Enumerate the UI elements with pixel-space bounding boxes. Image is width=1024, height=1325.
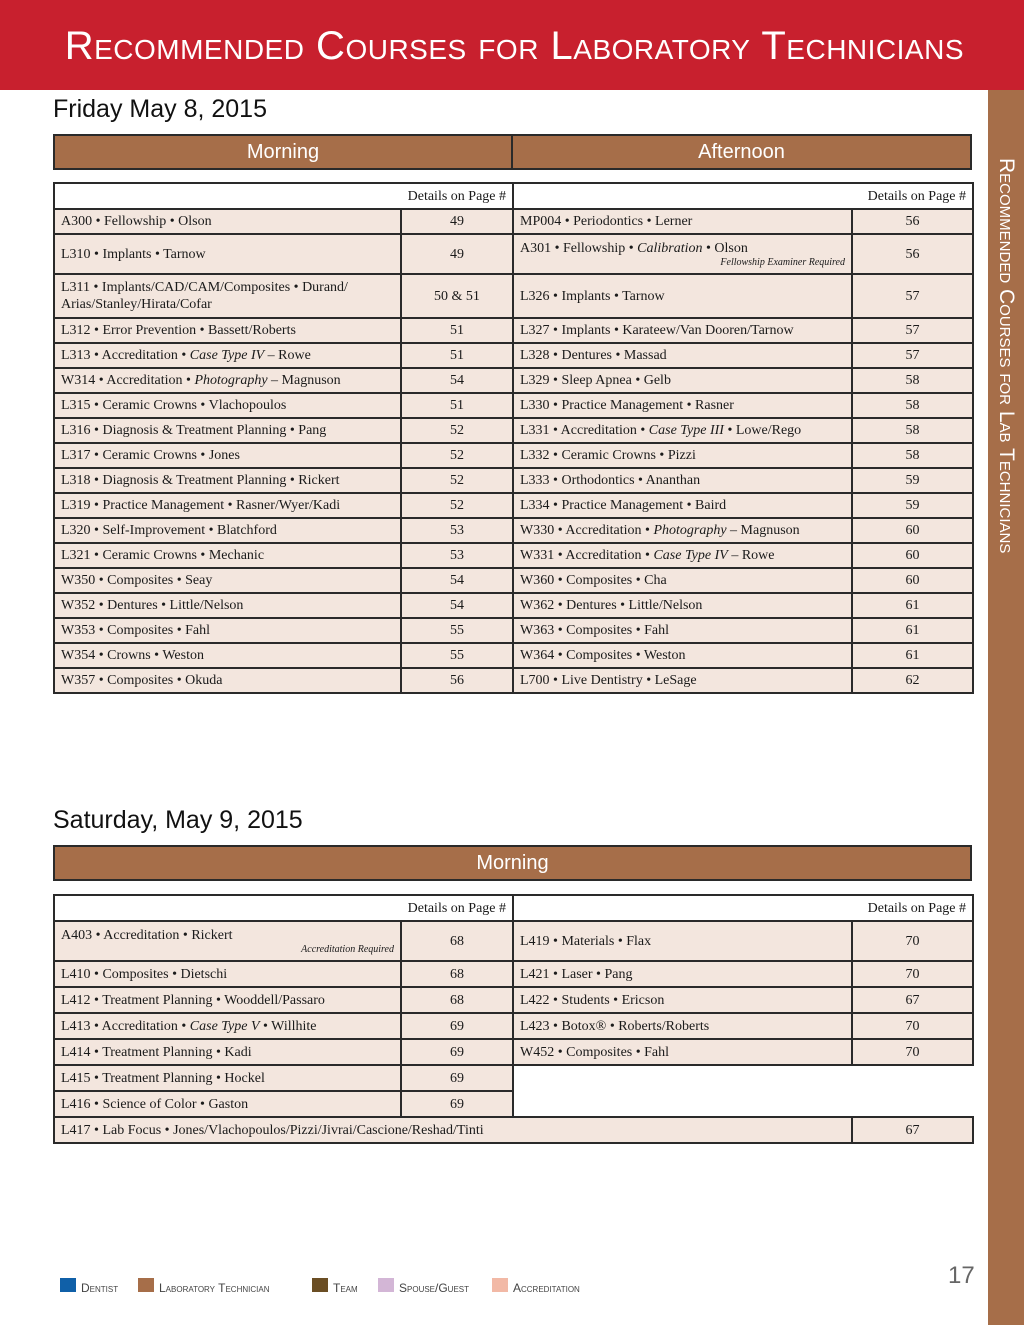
morning-page: 51: [401, 393, 513, 418]
morning-page: 69: [401, 1065, 513, 1091]
details-on-page-header: Details on Page #: [513, 183, 973, 209]
morning-page-right: 70: [852, 1039, 973, 1065]
table-row: [54, 643, 973, 668]
afternoon-course: [513, 668, 852, 693]
morning-course: [54, 643, 401, 668]
table-row: [54, 1013, 973, 1039]
afternoon-course: [513, 568, 852, 593]
morning-page: 50 & 51: [401, 274, 513, 318]
table-row: [54, 1039, 973, 1065]
afternoon-page: 60: [852, 543, 973, 568]
table-row: [54, 343, 973, 368]
details-on-page-header: Details on Page #: [54, 183, 513, 209]
morning-course: [54, 393, 401, 418]
afternoon-page: 62: [852, 668, 973, 693]
saturday-morning-band: [53, 845, 972, 881]
course-title: L331 • Accreditation • Case Type III • Lowe/Rego: [520, 423, 802, 438]
course-title: L318 • Diagnosis & Treatment Planning • Rickert: [61, 473, 340, 488]
table-row: [54, 318, 973, 343]
afternoon-page: 58: [852, 393, 973, 418]
table-row: [54, 368, 973, 393]
course-title: L321 • Ceramic Crowns • Mechanic: [61, 548, 265, 563]
saturday-morning-label: Morning: [476, 851, 549, 874]
morning-page: 52: [401, 493, 513, 518]
table-row: [54, 518, 973, 543]
afternoon-course: [513, 543, 852, 568]
course-title: W364 • Composites • Weston: [520, 648, 686, 663]
course-title: L328 • Dentures • Massad: [520, 348, 667, 363]
table-row: [54, 418, 973, 443]
course-title: L317 • Ceramic Crowns • Jones: [61, 448, 240, 463]
afternoon-page: 61: [852, 593, 973, 618]
legend-label: Spouse/Guest: [399, 1281, 470, 1295]
morning-course: [54, 1039, 401, 1065]
afternoon-page: 56: [852, 234, 973, 274]
course-title: A301 • Fellowship • Calibration • Olson: [520, 240, 748, 256]
legend-label: Team: [333, 1281, 358, 1295]
morning-page: 51: [401, 343, 513, 368]
course-title: L315 • Ceramic Crowns • Vlachopoulos: [61, 398, 287, 413]
course-title: L412 • Treatment Planning • Wooddell/Passaro: [61, 992, 325, 1008]
morning-page-right: 70: [852, 1013, 973, 1039]
legend-item: [378, 1278, 469, 1295]
course-title: L316 • Diagnosis & Treatment Planning • Pang: [61, 423, 327, 438]
table-row: [54, 393, 973, 418]
afternoon-course: [513, 618, 852, 643]
course-title: L320 • Self-Improvement • Blatchford: [61, 523, 277, 538]
morning-course-right: [513, 987, 852, 1013]
course-title: L312 • Error Prevention • Bassett/Roberts: [61, 323, 296, 338]
legend-label: Accreditation: [513, 1281, 580, 1295]
table-row: [54, 593, 973, 618]
table-row: [54, 209, 973, 234]
table-row: [54, 987, 973, 1013]
afternoon-page: 58: [852, 418, 973, 443]
course-title: L413 • Accreditation • Case Type V • Willhite: [61, 1018, 317, 1034]
course-title: L313 • Accreditation • Case Type IV – Rowe: [61, 348, 311, 363]
morning-page: 68: [401, 987, 513, 1013]
morning-course: [54, 468, 401, 493]
afternoon-course: [513, 593, 852, 618]
afternoon-page: 58: [852, 443, 973, 468]
table-row: [54, 568, 973, 593]
morning-course: [54, 618, 401, 643]
course-title: W354 • Crowns • Weston: [61, 648, 204, 663]
course-title: L310 • Implants • Tarnow: [61, 246, 206, 262]
legend-swatch: [378, 1278, 394, 1292]
course-note: Accreditation Required: [301, 943, 394, 955]
friday-schedule-table: [53, 182, 974, 694]
morning-page: 52: [401, 468, 513, 493]
morning-page: 53: [401, 518, 513, 543]
table-row: [54, 493, 973, 518]
morning-course-right: [513, 1013, 852, 1039]
afternoon-course: [513, 418, 852, 443]
saturday-schedule-table: [53, 894, 974, 1144]
table-header-row: [54, 895, 973, 921]
legend-item: [312, 1278, 358, 1295]
morning-page: 54: [401, 593, 513, 618]
morning-course: [54, 568, 401, 593]
afternoon-course: [513, 274, 852, 318]
afternoon-course: [513, 234, 852, 274]
afternoon-page: 59: [852, 493, 973, 518]
saturday-heading: Saturday, May 9, 2015: [53, 806, 303, 834]
morning-page: 52: [401, 443, 513, 468]
afternoon-page: 57: [852, 343, 973, 368]
page-number: 17: [948, 1262, 975, 1289]
morning-course: [54, 418, 401, 443]
course-title: L319 • Practice Management • Rasner/Wyer/Kadi: [61, 498, 341, 513]
course-title: W353 • Composites • Fahl: [61, 623, 211, 638]
friday-heading: Friday May 8, 2015: [53, 95, 267, 123]
morning-page: 69: [401, 1013, 513, 1039]
table-row: [54, 921, 973, 961]
course-title: W314 • Accreditation • Photography – Magnuson: [61, 373, 341, 388]
header-banner: [0, 0, 1024, 90]
friday-morning-label: Morning: [246, 140, 320, 163]
morning-course: [54, 987, 401, 1013]
morning-course-right: [513, 961, 852, 987]
morning-page: 68: [401, 921, 513, 961]
details-on-page-header: Details on Page #: [513, 895, 973, 921]
afternoon-course: [513, 493, 852, 518]
morning-page-right: 70: [852, 921, 973, 961]
table-row: [54, 234, 973, 274]
legend-swatch: [60, 1278, 76, 1292]
morning-page: 53: [401, 543, 513, 568]
course-title: L416 • Science of Color • Gaston: [61, 1096, 249, 1112]
table-row: [54, 961, 973, 987]
course-title: L414 • Treatment Planning • Kadi: [61, 1044, 252, 1060]
morning-course: [54, 1091, 401, 1117]
morning-course: [54, 368, 401, 393]
legend-item: [138, 1278, 269, 1295]
audience-legend: [60, 1278, 620, 1298]
afternoon-course: [513, 343, 852, 368]
morning-page: 56: [401, 668, 513, 693]
morning-course-right: [513, 921, 852, 961]
morning-course: [54, 274, 401, 318]
friday-morning-band: [53, 134, 513, 170]
table-row: [54, 1091, 973, 1117]
morning-course: [54, 234, 401, 274]
legend-swatch: [138, 1278, 154, 1292]
empty-cell: [513, 1091, 973, 1117]
morning-page-right: 70: [852, 961, 973, 987]
course-title: L419 • Materials • Flax: [520, 933, 652, 949]
legend-swatch: [312, 1278, 328, 1292]
morning-course: [54, 443, 401, 468]
morning-course: [54, 493, 401, 518]
course-title: L423 • Botox® • Roberts/Roberts: [520, 1018, 710, 1034]
morning-course: [54, 343, 401, 368]
morning-course: [54, 961, 401, 987]
course-title: W363 • Composites • Fahl: [520, 623, 670, 638]
morning-course: [54, 593, 401, 618]
legend-item: [492, 1278, 580, 1295]
legend-item: [60, 1278, 118, 1295]
morning-course: [54, 318, 401, 343]
morning-page: 52: [401, 418, 513, 443]
table-row: [54, 274, 973, 318]
morning-course: [54, 543, 401, 568]
morning-page-right: 67: [852, 987, 973, 1013]
afternoon-course: [513, 643, 852, 668]
afternoon-page: 56: [852, 209, 973, 234]
course-title: L327 • Implants • Karateew/Van Dooren/Tarnow: [520, 323, 794, 338]
table-header-row: [54, 183, 973, 209]
table-row: [54, 443, 973, 468]
morning-course: [54, 921, 401, 961]
afternoon-page: 57: [852, 318, 973, 343]
course-title: L311 • Implants/CAD/CAM/Composites • Durand/ Arias/Stanley/Hirata/Cofar: [61, 280, 348, 312]
morning-page: 55: [401, 618, 513, 643]
morning-course: [54, 518, 401, 543]
empty-cell: [513, 1065, 973, 1091]
table-row: [54, 618, 973, 643]
morning-page: 55: [401, 643, 513, 668]
course-title: L326 • Implants • Tarnow: [520, 288, 665, 304]
afternoon-page: 61: [852, 643, 973, 668]
course-title: L334 • Practice Management • Baird: [520, 498, 727, 513]
details-on-page-header: Details on Page #: [54, 895, 513, 921]
morning-course: [54, 1013, 401, 1039]
legend-label: Dentist: [81, 1281, 119, 1295]
morning-page: 69: [401, 1039, 513, 1065]
morning-course-right: [513, 1039, 852, 1065]
course-title: L332 • Ceramic Crowns • Pizzi: [520, 448, 696, 463]
morning-page: 69: [401, 1091, 513, 1117]
course-title: L421 • Laser • Pang: [520, 966, 633, 982]
morning-course: [54, 209, 401, 234]
morning-course: [54, 668, 401, 693]
full-width-page: 67: [852, 1117, 973, 1143]
morning-course: [54, 1065, 401, 1091]
afternoon-course: [513, 318, 852, 343]
afternoon-course: [513, 393, 852, 418]
table-row-full: [54, 1117, 973, 1143]
course-title: W452 • Composites • Fahl: [520, 1044, 670, 1060]
afternoon-page: 60: [852, 568, 973, 593]
afternoon-course: [513, 209, 852, 234]
course-title: A300 • Fellowship • Olson: [61, 214, 212, 229]
course-title: W350 • Composites • Seay: [61, 573, 213, 588]
morning-page: 54: [401, 568, 513, 593]
morning-page: 51: [401, 318, 513, 343]
afternoon-course: [513, 468, 852, 493]
side-tab-label: Recommended Courses for Lab Technicians: [995, 158, 1018, 554]
afternoon-course: [513, 368, 852, 393]
legend-swatch: [492, 1278, 508, 1292]
course-title: L333 • Orthodontics • Ananthan: [520, 473, 701, 488]
legend-label: Laboratory Technician: [159, 1281, 270, 1295]
course-title: L329 • Sleep Apnea • Gelb: [520, 373, 671, 388]
full-width-course: L417 • Lab Focus • Jones/Vlachopoulos/Pizzi/Jivrai/Cascione/Reshad/Tinti: [54, 1117, 852, 1143]
course-title: L700 • Live Dentistry • LeSage: [520, 673, 697, 688]
table-row: [54, 1065, 973, 1091]
table-row: [54, 543, 973, 568]
morning-page: 54: [401, 368, 513, 393]
page-title: Recommended Courses for Laboratory Technicians: [64, 24, 964, 68]
morning-page: 68: [401, 961, 513, 987]
afternoon-page: 57: [852, 274, 973, 318]
morning-page: 49: [401, 234, 513, 274]
course-title: L410 • Composites • Dietschi: [61, 966, 228, 982]
course-title: MP004 • Periodontics • Lerner: [520, 214, 693, 229]
morning-page: 49: [401, 209, 513, 234]
table-row: [54, 668, 973, 693]
course-title: L330 • Practice Management • Rasner: [520, 398, 734, 413]
course-title: W352 • Dentures • Little/Nelson: [61, 598, 244, 613]
course-title: W362 • Dentures • Little/Nelson: [520, 598, 703, 613]
afternoon-course: [513, 518, 852, 543]
afternoon-page: 61: [852, 618, 973, 643]
course-note: Fellowship Examiner Required: [720, 256, 845, 268]
friday-afternoon-label: Afternoon: [698, 140, 785, 163]
course-title: L415 • Treatment Planning • Hockel: [61, 1070, 265, 1086]
afternoon-page: 58: [852, 368, 973, 393]
course-title: W360 • Composites • Cha: [520, 573, 667, 588]
afternoon-page: 59: [852, 468, 973, 493]
friday-afternoon-band: [511, 134, 972, 170]
course-title: W330 • Accreditation • Photography – Magnuson: [520, 523, 800, 538]
course-title: L422 • Students • Ericson: [520, 992, 665, 1008]
course-title: A403 • Accreditation • Rickert: [61, 927, 233, 943]
course-title: W357 • Composites • Okuda: [61, 673, 223, 688]
afternoon-course: [513, 443, 852, 468]
course-title: W331 • Accreditation • Case Type IV – Rowe: [520, 548, 775, 563]
table-row: [54, 468, 973, 493]
afternoon-page: 60: [852, 518, 973, 543]
